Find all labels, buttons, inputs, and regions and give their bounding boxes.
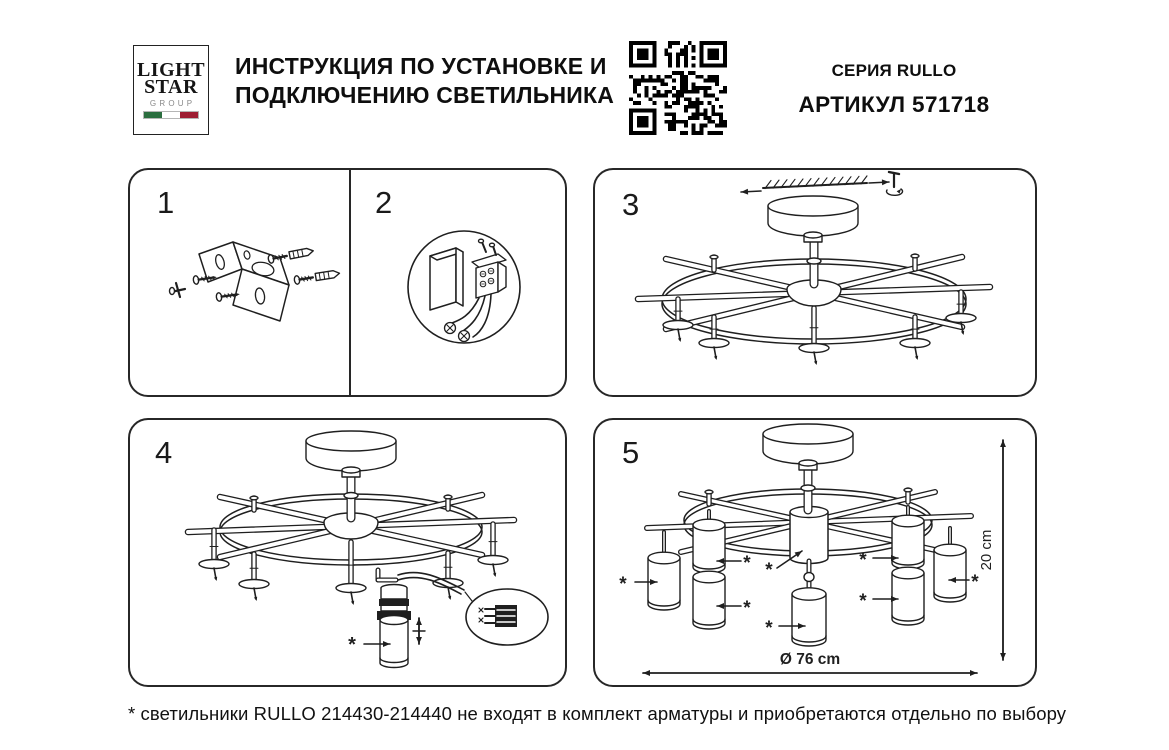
panel-step-4 xyxy=(128,418,567,687)
footnote: * светильники RULLO 214430-214440 не входят в комплект арматуры и приобретаются отдельно по выбору xyxy=(128,703,1067,724)
step-number-3: 3 xyxy=(622,187,640,222)
panel-step-3 xyxy=(593,168,1037,397)
article-label: АРТИКУЛ 571718 xyxy=(798,92,990,117)
step-number-5: 5 xyxy=(622,435,640,470)
panel-step-5 xyxy=(593,418,1037,687)
asterisk-marker: * xyxy=(859,550,867,571)
asterisk-marker: * xyxy=(971,572,979,593)
italian-flag-icon xyxy=(144,112,198,118)
panel-step-1-2 xyxy=(128,168,567,397)
panel-divider xyxy=(349,170,351,395)
asterisk-marker: * xyxy=(859,591,867,612)
flag-red xyxy=(180,112,198,118)
asterisk-marker: * xyxy=(743,598,751,619)
asterisk-marker: * xyxy=(765,618,773,639)
flag-white xyxy=(162,112,180,118)
qr-code xyxy=(629,41,727,135)
flag-green xyxy=(144,112,162,118)
page-title-line2: ПОДКЛЮЧЕНИЮ СВЕТИЛЬНИКА xyxy=(235,82,615,108)
lightstar-logo xyxy=(133,45,209,135)
page-title-line1: ИНСТРУКЦИЯ ПО УСТАНОВКЕ И xyxy=(235,53,607,79)
diameter-dimension-label: Ø 76 cm xyxy=(779,651,841,668)
page-title xyxy=(235,52,614,110)
asterisk-marker: * xyxy=(743,553,751,574)
step-number-1: 1 xyxy=(157,185,175,220)
asterisk-marker: * xyxy=(765,560,773,581)
chandelier-frame-drawing xyxy=(595,170,1035,395)
step-number-2: 2 xyxy=(375,185,393,220)
asterisk-marker: * xyxy=(348,634,356,656)
height-dimension-label: 20 cm xyxy=(978,529,995,571)
asterisk-marker: * xyxy=(619,574,627,595)
logo-text-light: LIGHT xyxy=(136,59,206,81)
chandelier-lamp-mounting-drawing xyxy=(130,420,565,685)
bracket-and-wiring-drawing xyxy=(130,170,565,395)
series-block xyxy=(758,61,1030,118)
series-label: СЕРИЯ RULLO xyxy=(831,61,957,80)
logo-text-group: GROUP xyxy=(149,99,196,108)
logo-text-star: STAR xyxy=(144,76,198,98)
step-number-4: 4 xyxy=(155,435,173,470)
chandelier-dimensions-drawing xyxy=(595,420,1035,685)
